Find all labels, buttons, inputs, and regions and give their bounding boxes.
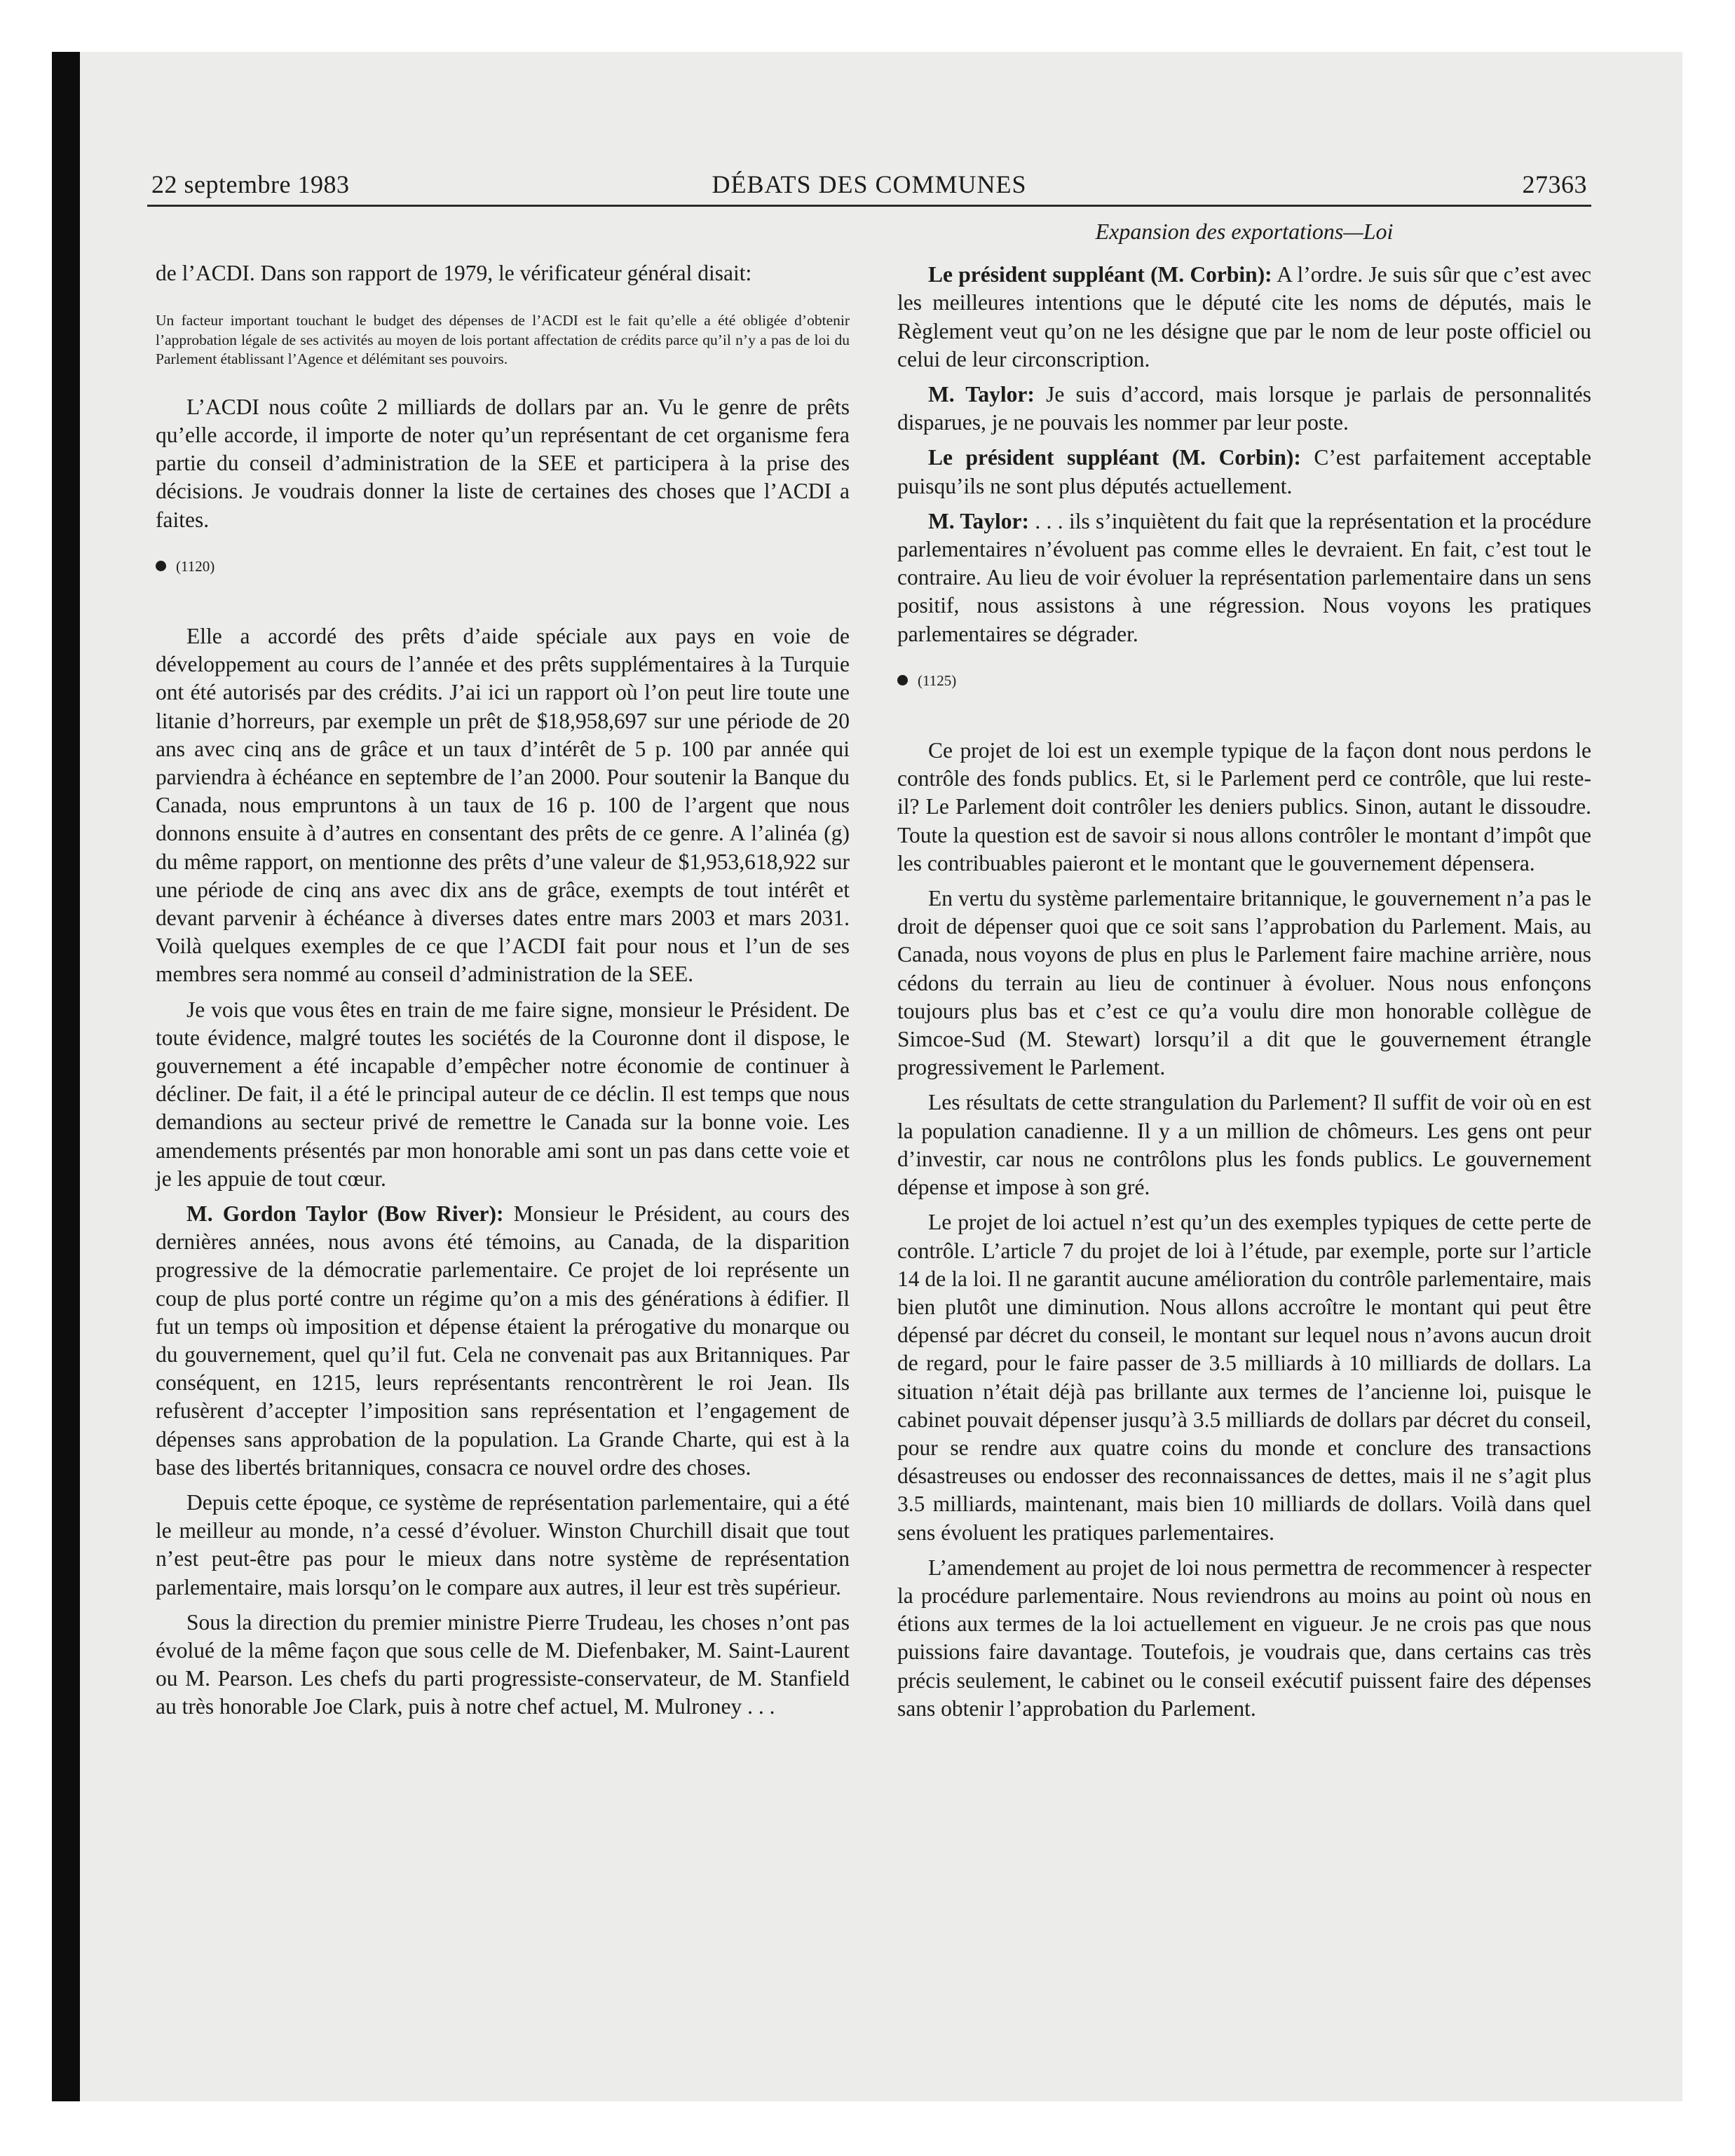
left-column [156,259,850,1728]
speaker-name: Le président suppléant (M. Corbin): [928,262,1272,287]
paragraph [156,1200,850,1482]
paragraph: Elle a accordé des prêts d’aide spéciale aux pays en voie de développement au cours de l’année et des prêts supplémentaires à la Turquie ont été autorisés par des crédits. J’ai ici un rapport où l’on peut lire toute une litanie d’horreurs, par exemple un prêt de $18,958,697 sur une période de 20 ans avec cinq ans de grâce et un taux d’intérêt de 5 p. 100 par année qui parviendra à échéance en septembre de l’an 2000. Pour soutenir la Banque du Canada, nous empruntons à un taux de 16 p. 100 de l’argent que nous donnons ensuite à d’autres en consentant des prêts de ce genre. A l’alinéa (g) du même rapport, on mentionne des prêts d’une valeur de $1,953,618,922 sur une période de cinq ans avec dix ans de grâce, exempts de tout intérêt et devant parvenir à échéance à diverses dates entre mars 2003 et mars 2031. Voilà quelques exemples de ce que l’ACDI fait pour nous et l’un de ses membres sera nommé au conseil d’administration de la SEE. [156,623,850,987]
speaker-name: M. Gordon Taylor (Bow River): [186,1201,504,1226]
page-header [147,165,1591,207]
paragraph: Depuis cette époque, ce système de représentation parlementaire, qui a été le meilleur au monde, n’a cessé d’évoluer. Winston Churchill disait que tout n’est peut-être pas pour le mieux dans notre système de représentation parlementaire, mais lorsqu’on le compare aux autres, il leur est très supérieur. [156,1490,850,1599]
paragraph: Sous la direction du premier ministre Pierre Trudeau, les choses n’ont pas évolué de la même façon que sous celle de M. Diefenbaker, M. Saint-Laurent ou M. Pearson. Les chefs du parti progressiste-conservateur, de M. Stanfield au très honorable Joe Clark, puis à notre chef actuel, M. Mulroney . . . [156,1609,850,1719]
paragraph: L’ACDI nous coûte 2 milliards de dollars par an. Vu le genre de prêts qu’elle accorde, il importe de noter qu’un représentant de cet organisme fera partie du conseil d’administration de la SEE et participera à la prise des décisions. Je voudrais donner la liste de certaines des choses que l’ACDI a faites. [156,394,850,532]
page-title: DÉBATS DES COMMUNES [712,170,1027,198]
paragraph [897,507,1591,648]
time-marker [156,552,850,580]
time-label: (1120) [176,557,215,575]
page-date: 22 septembre 1983 [151,170,350,198]
paragraph [897,444,1591,500]
speaker-name: M. Taylor: [928,508,1029,533]
block-quote: Un facteur important touchant le budget des dépenses de l’ACDI est le fait qu’elle a été obligée d’obtenir l’approbation légale de ses activités au moyen de lois portant affectation de crédits parce qu’il n’y a pas de loi du Parlement établissant l’Agence et délémitant ses pouvoirs. [156,312,850,368]
paragraph: Je vois que vous êtes en train de me faire signe, monsieur le Président. De toute évidence, malgré toutes les sociétés de la Couronne dont il dispose, le gouvernement a été incapable d’empêcher notre économie de continuer à décliner. De fait, il a été le principal auteur de ce déclin. Il est temps que nous demandions au secteur privé de remettre le Canada sur la bonne voie. Les amendements présentés par mon honorable ami sont un pas dans cette voie et je les appuie de tout cœur. [156,997,850,1191]
speech-text: C’est parfaitement acceptable puisqu’ils ne sont plus députés actuellement. [897,445,1591,498]
page-number: 27363 [1522,170,1587,198]
speaker-name: Le président suppléant (M. Corbin): [928,445,1301,470]
time-label: (1125) [918,671,957,689]
bullet-icon [156,561,166,571]
time-marker [897,667,1591,695]
right-column [897,217,1591,1730]
speech-text: Monsieur le Président, au cours des dernières années, nous avons été témoins, au Canada, de la disparition progressive de la démocratie parlementaire. Ce projet de loi représente un coup de plus porté contre un régime qu’on a mis des générations à édifier. Il fut un temps où imposition et dépense étaient la prérogative du monarque ou du gouvernement, quel qu’il fut. Cela ne convenait pas aux Britanniques. Par conséquent, en 1215, leurs représentants rencontrèrent le roi Jean. Ils refusèrent d’accepter l’imposition sans représentation et l’engagement de dépenses sans approbation de la population. La Grande Charte, qui est à la base des libertés britanniques, consacra ce nouvel ordre des choses. [156,1201,850,1480]
paragraph: En vertu du système parlementaire britannique, le gouvernement n’a pas le droit de dépenser quoi que ce soit sans l’approbation du Parlement. Mais, au Canada, nous voyons de plus en plus le Parlement faire machine arrière, nous cédons du terrain au lieu de continuer à évoluer. Nous nous enfonçons toujours plus bas et c’est ce qu’a voulu dire mon honorable collègue de Simcoe-Sud (M. Stewart) lorsqu’il a dit que le gouvernement étrangle progressivement le Parlement. [897,886,1591,1080]
speech-text: . . . ils s’inquiètent du fait que la représentation et la procédure parlementaires n’évoluent pas comme elles le devraient. En fait, c’est tout le contraire. Au lieu de voir évoluer la représentation parlementaire dans un sens positif, nous assistons à une régression. Nous voyons les pratiques parlementaires se dégrader. [897,508,1591,646]
speech-text: A l’ordre. Je suis sûr que c’est avec les meilleures intentions que le député cite les noms de députés, mais le Règlement veut qu’on ne les désigne que par le nom de leur poste officiel ou celui de leur circonscription. [897,262,1592,371]
paragraph [897,381,1591,437]
paragraph: Les résultats de cette strangulation du Parlement? Il suffit de voir où en est la population canadienne. Il y a un million de chômeurs. Les gens ont peur d’investir, car nous ne contrôlons plus les fonds publics. Le gouvernement dépense et impose à son gré. [897,1090,1591,1200]
speaker-name: M. Taylor: [928,382,1035,407]
binding-edge [52,52,80,2101]
paragraph: de l’ACDI. Dans son rapport de 1979, le vérificateur général disait: [156,261,752,285]
paragraph: L’amendement au projet de loi nous permettra de recommencer à respecter la procédure parlementaire. Nous reviendrons au moins au point où nous en étions aux termes de la loi actuellement en vigueur. Je ne crois pas que nous puissions faire davantage. Toutefois, je voudrais que, dans certains cas très précis seulement, le cabinet ou le conseil exécutif puissent faire des dépenses sans obtenir l’approbation du Parlement. [897,1555,1591,1721]
paragraph: Le projet de loi actuel n’est qu’un des exemples typiques de cette perte de contrôle. L’article 7 du projet de loi à l’étude, par exemple, porte sur l’article 14 de la loi. Il ne garantit aucune amélioration du contrôle parlementaire, mais bien plutôt une diminution. Nous allons accroître le montant qui peut être dépensé par décret du conseil, le montant sur lequel nous n’avons aucun droit de regard, pour le faire passer de 3.5 milliards à 10 milliards de dollars. La situation n’était déjà pas brillante aux termes de l’ancienne loi, puisque le cabinet pouvait dépenser jusqu’à 3.5 milliards de dollars par décret du conseil, pour se rendre aux quatre coins du monde et conclure des transactions désastreuses ou endosser des reconnaissances de dettes, mais il ne s’agit plus 3.5 milliards, maintenant, mais bien 10 milliards de dollars. Voilà dans quel sens évoluent les pratiques parlementaires. [897,1210,1591,1545]
speech-text: Je suis d’accord, mais lorsque je parlais de personnalités disparues, je ne pouvais les nommer par leur poste. [897,382,1591,435]
section-subheading: Expansion des exportations—Loi [1095,219,1394,244]
paragraph: Ce projet de loi est un exemple typique de la façon dont nous perdons le contrôle des fonds publics. Et, si le Parlement perd ce contrôle, que lui reste-il? Le Parlement doit contrôler les deniers publics. Sinon, autant le dissoudre. Toute la question est de savoir si nous allons contrôler le montant d’impôt que les contribuables paieront et le montant que le gouvernement dépensera. [897,738,1591,875]
paragraph [897,261,1591,374]
bullet-icon [897,675,908,685]
